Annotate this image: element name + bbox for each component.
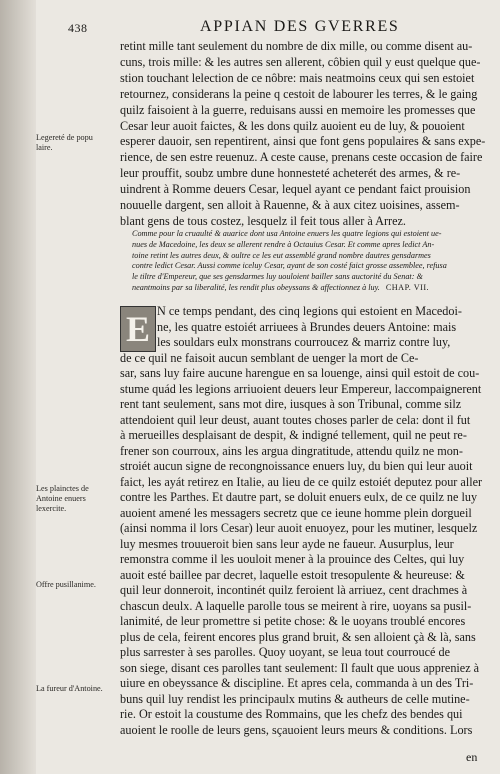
summary-line: nues de Macedoine, les deux se allerent rendre à Octauius Cesar. Et comme apres ledict An- <box>132 239 435 249</box>
text-line: stume quád les legions arriuoient deuers leur Empereur, laccompaignerent <box>120 381 482 396</box>
text-line: rience, de sen estre reuenuz. A ceste cause, prenans ceste occasion de faire <box>120 150 483 165</box>
text-line: rent tant seulement, sans mot dire, iusques à son Tribunal, comme silz <box>120 397 462 411</box>
text-line: buns quil luy rendist les principaulx mutins & autheurs de celle mutine- <box>120 691 470 706</box>
text-line: (ainsi nomma il lors Cesar) leur auoit enuoyez, pour les mutiner, lesquelz <box>120 521 478 535</box>
page-gutter-shadow <box>0 0 36 774</box>
summary-line: toine retint les autres deux, & oultre ce les eut assemblé grand nombre dautres gensdarmes <box>132 250 431 260</box>
text-line: plus de cela, feirent encores plus grand bruit, & sen alloient çà & là, sans <box>120 629 476 644</box>
chapter-label: CHAP. VII. <box>385 282 430 292</box>
text-line: luy mesmes trouueroit bien sans leur ayde ne faueur. Ausurplus, leur <box>120 536 454 551</box>
text-line: nouuelle dargent, sen alloit à Rauenne, & à aux citez uoisines, assem- <box>120 198 460 213</box>
summary-line: Comme pour la cruaulté & auarice dont usa Antoine enuers les quatre legions qui estoient ue- <box>132 229 442 238</box>
margin-note-legerete: Legereté de popu laire. <box>36 133 93 152</box>
page-number: 438 <box>68 21 88 35</box>
text-line: de ce quil ne faisoit aucun semblant de uenger la mort de Ce- <box>120 350 419 365</box>
text-line: leur prouffit, soubz umbre dune honnesteté acheterét des armes, & re- <box>120 166 461 181</box>
text-line: chascun deulx. A laquelle parolle tous se meirent à rire, uoyans sa pusil- <box>120 598 472 613</box>
text-line: contre les Parthes. Et dautre part, se doluit enuers eulx, de ce quilz ne luy <box>120 490 478 504</box>
margin-note-fureur: La fureur d'Antoine. <box>36 684 103 693</box>
margin-note-plainctes: Les plainctes de Antoine enuers lexercite. <box>36 484 89 513</box>
text-line: retint mille tant seulement du nombre de dix mille, ou comme disent au- <box>120 39 473 53</box>
margin-note-offre: Offre pusillanime. <box>36 580 96 589</box>
summary-line: contre ledict Cesar. Aussi comme iceluy Cesar, ayant de son costé faict grosse assemblee, refusa <box>132 261 447 271</box>
catchword: en <box>466 750 478 764</box>
text-line: faict, les ayát retirez en Italie, au lieu de ce quilz estoiét deputez pour aller <box>120 474 483 489</box>
text-line: quil leur donneroit, incontinét quilz feroient là arriuez, cent drachmes à <box>120 583 468 597</box>
text-line: quilz faisoient à la guerre, reduisans aussi en memoire les promesses que <box>120 102 476 117</box>
text-line: retournez, considerans la peine q cestoit de labourer les terres, & le gaing <box>120 86 478 101</box>
text-line: sar, sans luy faire aucune harengue en sa louenge, ainsi quil estoit de cou- <box>120 366 480 380</box>
text-line: plus sarrester à ses parolles. Quoy uoyant, se leua tout courroucé de <box>120 645 450 659</box>
text-line: les souldars eulx monstrans courroucez & marriz contre luy, <box>157 335 451 349</box>
text-line: ne, les quatre estoiét arriuees à Brundes deuers Antoine: mais <box>157 319 457 334</box>
text-line: cuns, trois mille: & les autres sen allerent, côbien quil y eust quelque que- <box>120 54 481 69</box>
running-title: APPIAN DES GVERRES <box>200 18 400 35</box>
text-line: son siege, disant ces parolles tant seulement: Il fault que uous appreniez à <box>120 660 480 675</box>
paragraph-continued <box>120 39 488 230</box>
text-line: remonstra comme il les uouloit mener à la prouince des Celtes, qui luy <box>120 552 465 566</box>
summary-line <box>132 283 488 294</box>
text-line: frener son courroux, ains les argua dingratitude, attendu quilz ne mon- <box>120 443 463 458</box>
text-line: auoient amené les messagers secretz que ce ieune homme plein dorgueil <box>120 505 472 520</box>
text-line: uindrent à Romme deuers Cesar, lequel ayant ce pendant faict prouision <box>120 182 471 197</box>
summary-line: le tiltre d'Empereur, que ses gensdarmes luy uouloient bailler sans auctorité du Senat: & <box>132 272 423 282</box>
text-line: attendoient quil leur deust, auant toutes choses parler de cela: dont il fut <box>120 412 471 427</box>
text-line: uiure en obeyssance & discipline. Et apres cela, commanda à un des Tri- <box>120 676 474 690</box>
text-line: blant gens de tous costez, lesquelz il feit tous aller à Arrez. <box>120 213 406 228</box>
text-line: stroiét aucun signe de recongnoissance enuers luy, du bien qui leur auoit <box>120 459 473 473</box>
text-line: Cesar leur auoit faictes, & les dons quilz auoient eu de luy, & pouoient <box>120 118 465 133</box>
summary-line-text: neantmoins par sa liberalité, les rendit plus obeyssans & affectionnez à luy. <box>132 282 380 292</box>
text-line: stion touchant lelection de ce nôbre: mais neatmoins ceux qui sen estoiet <box>120 70 475 85</box>
text-line: auoient le roolle de leurs gens, sçauoient leurs meurs & conditions. Lors <box>120 722 473 737</box>
text-line: N ce temps pendant, des cinq legions qui estoient en Macedoi- <box>157 304 462 318</box>
page-header <box>60 12 490 38</box>
dropcap-letter: E <box>125 309 150 349</box>
text-line: auoit esté baillee par decret, laquelle estoit tresopulente & heureuse: & <box>120 567 465 582</box>
chapter-body <box>120 304 488 738</box>
text-line: esperer dauoir, sen repentirent, ainsi que font gens populaires & sans expe- <box>120 134 486 149</box>
text-line: à merueilles desplaisant de despit, & indigné tellement, quil ne peut re- <box>120 428 467 442</box>
text-line: lanimité, de leur promettre si petite chose: & le uoyans troublé encores <box>120 614 466 628</box>
chapter-summary <box>132 229 488 294</box>
text-line: rie. Or estoit la coustume des Rommains, que les chefz des bendes qui <box>120 707 463 721</box>
